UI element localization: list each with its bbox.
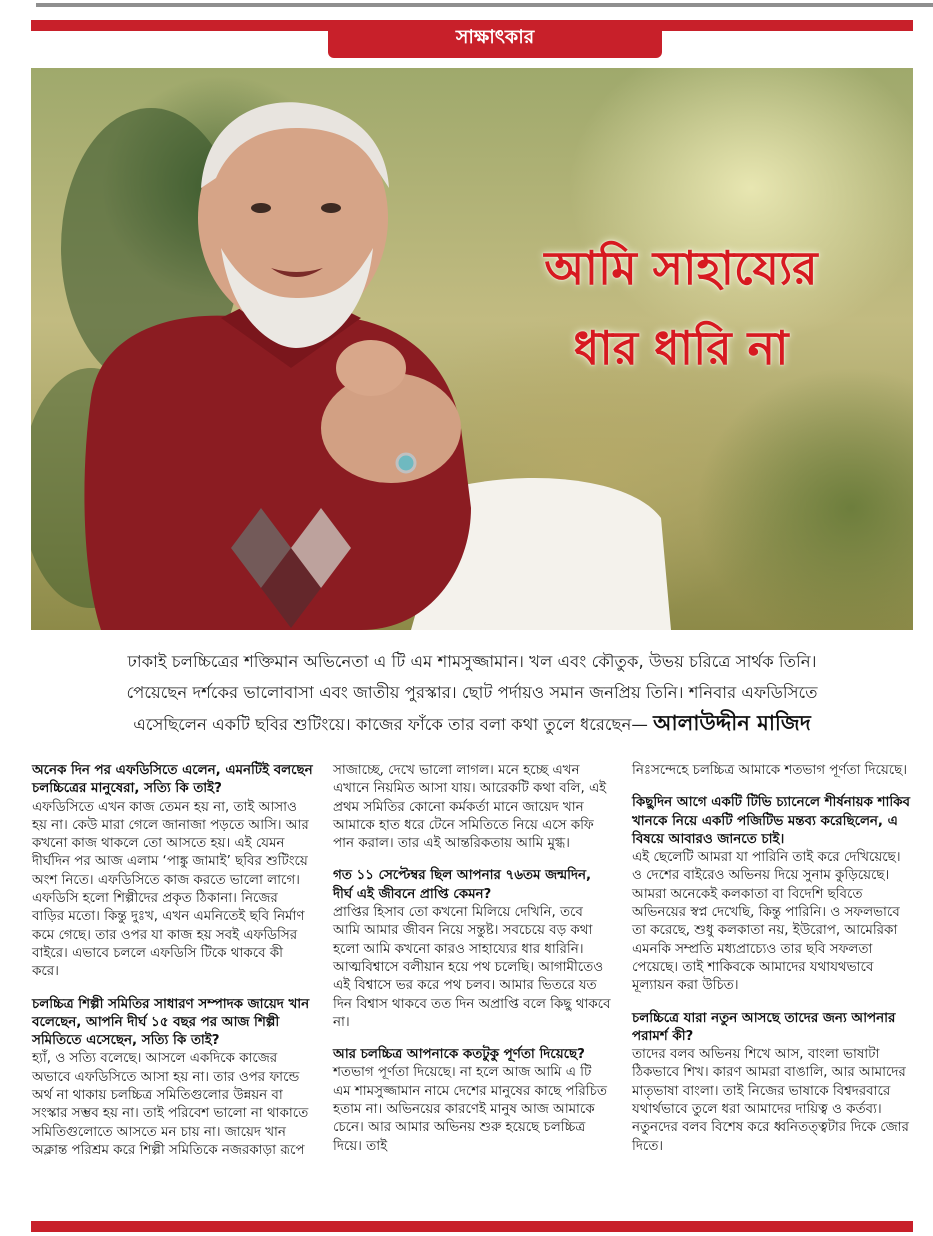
answer-4: শতভাগ পূর্ণতা দিয়েছে। না হলে আজ আমি এ টি এম শামসুজ্জামান নামে দেশের মানুষের কাছে পরিচিত হতাম না। অভিনয়ের কারণেই মানুষ আজ আমাকে চেনে। আর আমার অভিনয় শুরু হয়েছে চলচ্চিত্র দিয়ে। তাই	[333, 1065, 607, 1154]
answer-6: তাদের বলব অভিনয় শিখে আস, বাংলা ভাষাটা ঠিকভাবে শিখ। কারণ আমরা বাঙালি, আর আমাদের মাতৃভাষা বাংলা। তাই নিজের ভাষাকে বিশ্বদরবারে যথার্থভাবে তুলে ধরা আমাদের দায়িত্ব ও কর্তব্য। নতুনদের বলব বিশেষ করে ধ্বনিতত্ত্বটার দিকে জোর দিতে।	[632, 1047, 909, 1154]
article-column-2	[333, 762, 611, 1156]
author-name: আলাউদ্দীন মাজিদ	[653, 711, 811, 735]
intro-line-2: পেয়েছেন দর্শকের ভালোবাসা এবং জাতীয় পুরস্কার। ছোট পর্দায়ও সমান জনপ্রিয় তিনি। শনিবার এফডিসিতে	[126, 683, 818, 702]
answer-5: এই ছেলেটি আমরা যা পারিনি তাই করে দেখিয়েছে। ও দেশের বাইরেও অভিনয় দিয়ে সুনাম কুড়িয়েছে। আমরা অনেকেই কলকাতা বা বিদেশি ছবিতে অভিনয়ের স্বপ্ন দেখেছি, কিন্তু পারিনি। ও সফলভাবে তা করেছে, শুধু কলকাতা নয়, ইউরোপ, আমেরিকা এমনকি সম্প্রতি মধ্যপ্রাচ্যেও তার ছবি সফলতা পেয়েছে। তাই শাকিবকে আমাদের যথাযথভাবে মূল্যায়ন করা উচিত।	[632, 850, 901, 994]
section-label: সাক্ষাৎকার	[328, 20, 662, 58]
answer-2: হ্যাঁ, ও সত্যি বলেছে। আসলে একদিকে কাজের অভাবে এফডিসিতে আসা হয় না। তার ওপর ফান্ডে অর্থ না থাকায় চলচ্চিত্র সমিতিগুলোর উন্নয়ন বা সংস্কার সম্ভব হয় না। তাই পরিবেশ ভালো না থাকাতে সমিতিগুলোতে আসতে মন চায় না। জায়েদ খান অক্লান্ত পরিশ্রম করে শিল্পী সমিতিকে নজরকাড়া রূপে	[32, 1051, 309, 1158]
article-column-1	[32, 762, 314, 1160]
answer-1: এফডিসিতে এখন কাজ তেমন হয় না, তাই আসাও হয় না। কেউ মারা গেলে জানাজা পড়তে আসি। আর কখনো কাজ থাকলে তো আসতে হয়। এই যেমন দীর্ঘদিন পর আজ এলাম ‘পাঙ্কু জামাই’ ছবির শুটিংয়ে অংশ নিতে। এফডিসিতে কাজ করতে ভালো লাগে। এফডিসি হলো শিল্পীদের প্রকৃত ঠিকানা। নিজের বাড়ির মতো। কিন্তু দুঃখ, এখন এমনিতেই ছবি নির্মাণ কমে গেছে। তার ওপর যা কাজ হয় সবই এফডিসির বাইরে। এভাবে চললে এফডিসি টিকে থাকবে কী করে।	[32, 799, 309, 980]
question-6: চলচ্চিত্রে যারা নতুন আসছে তাদের জন্য আপনার পরামর্শ কী?	[632, 1010, 896, 1044]
intro-line-1: ঢাকাই চলচ্চিত্রের শক্তিমান অভিনেতা এ টি এম শামসুজ্জামান। খল এবং কৌতুক, উভয় চরিত্রে সার্থক তিনি।	[127, 652, 817, 671]
headline-line-1: আমি সাহায্যের	[544, 241, 818, 295]
intro-line-3-text: এসেছিলেন একটি ছবির শুটিংয়ে। কাজের ফাঁকে তার বলা কথা তুলে ধরেছেন—	[133, 715, 648, 734]
question-5: কিছুদিন আগে একটি টিভি চ্যানেলে শীর্ষনায়ক শাকিব খানকে নিয়ে একটি পজিটিভ মন্তব্য করেছিলেন, এ বিষয়ে আবারও জানতে চাই।	[632, 795, 910, 847]
bottom-bar	[31, 1221, 913, 1232]
headline-line-2: ধার ধারি না	[573, 321, 789, 375]
headline	[471, 228, 891, 388]
intro-paragraph	[31, 646, 913, 740]
interview-photo	[31, 68, 913, 630]
top-rule	[36, 3, 933, 7]
answer-4-continued: নিঃসন্দেহে চলচ্চিত্র আমাকে শতভাগ পূর্ণতা দিয়েছে।	[632, 763, 908, 778]
question-4: আর চলচ্চিত্র আপনাকে কতটুকু পূর্ণতা দিয়েছে?	[333, 1047, 585, 1063]
question-2: চলচ্চিত্র শিল্পী সমিতির সাধারণ সম্পাদক জায়েদ খান বলেছেন, আপনি দীর্ঘ ১৫ বছর পর আজ শিল্পী সমিতিতে এসেছেন, সত্যি কি তাই?	[32, 996, 310, 1049]
question-3: গত ১১ সেপ্টেম্বর ছিল আপনার ৭৬তম জন্মদিন, দীর্ঘ এই জীবনে প্রাপ্তি কেমন?	[333, 868, 592, 902]
answer-3: প্রাপ্তির হিসাব তো কখনো মিলিয়ে দেখিনি, তবে আমি আমার জীবন নিয়ে সন্তুষ্ট। সবচেয়ে বড় কথা হলো আমি কখনো কারও সাহায্যের ধার ধারিনি। আত্মবিশ্বাসে বলীয়ান হয়ে পথ চলেছি। আগামীতেও এই বিশ্বাসে ভর করে পথ চলব। আমার ভিতরে যত দিন বিশ্বাস থাকবে তত দিন অপ্রাপ্তি বলে কিছু থাকবে না।	[333, 905, 611, 1030]
article-column-3	[632, 762, 913, 1156]
answer-2-continued: সাজাচ্ছে, দেখে ভালো লাগল। মনে হচ্ছে এখন এখানে নিয়মিত আসা যায়। আরেকটি কথা বলি, এই প্রথম সমিতির কোনো কর্মকর্তা মানে জায়েদ খান আমাকে হাত ধরে টেনে সমিতিতে নিয়ে এসে কফি পান করাল। তার এই আন্তরিকতায় আমি মুগ্ধ।	[333, 763, 607, 852]
intro-line-3	[31, 708, 913, 740]
question-1: অনেক দিন পর এফডিসিতে এলেন, এমনটিই বলছেন চলচ্চিত্রের মানুষেরা, সত্যি কি তাই?	[32, 763, 313, 797]
